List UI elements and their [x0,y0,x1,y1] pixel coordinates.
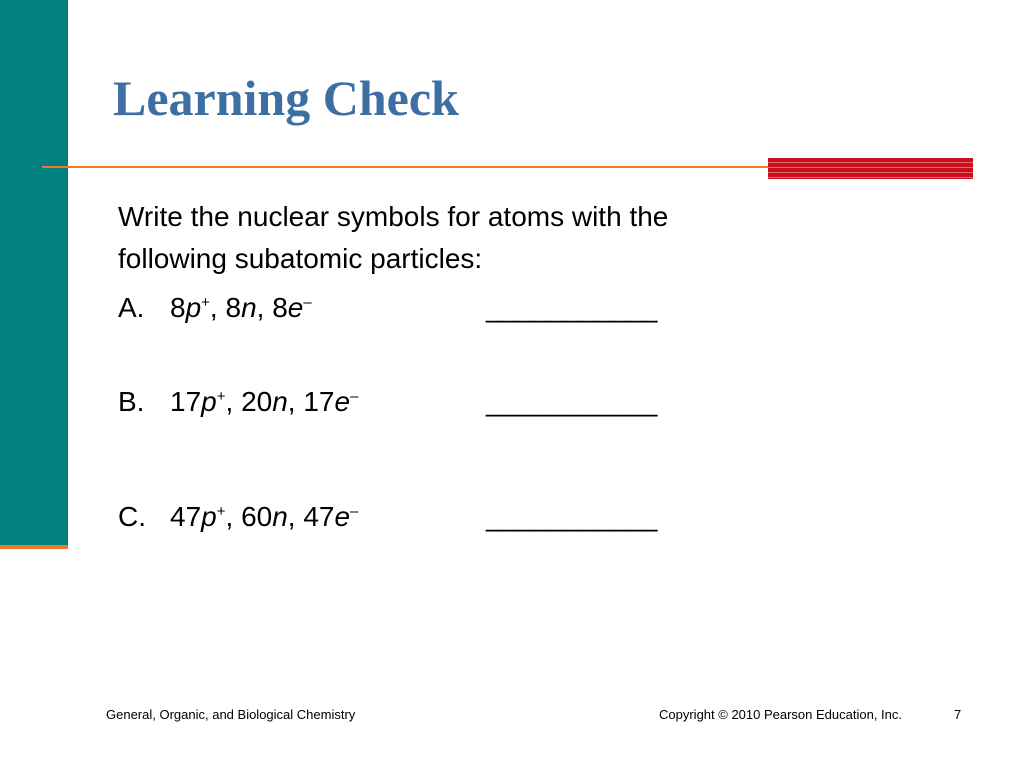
electron-charge: – [350,503,359,520]
slide-title: Learning Check [113,70,459,126]
intro-line-2: following subatomic particles: [118,243,483,274]
neutron-symbol: n [272,501,288,532]
title-divider-line [42,166,782,168]
title-divider-block [768,158,973,179]
question-label: C. [118,501,146,532]
neutron-count: 8 [225,292,242,323]
electron-symbol: e [334,386,351,417]
proton-symbol: p [185,292,202,323]
separator: , [225,386,242,417]
intro-line-1: Write the nuclear symbols for atoms with the [118,201,669,232]
question-a [118,290,658,326]
left-accent-bar [0,0,68,545]
electron-charge: – [350,388,359,405]
neutron-count: 20 [241,386,273,417]
separator: , [209,292,226,323]
proton-charge: + [201,294,210,311]
electron-symbol: e [287,292,304,323]
electron-charge: – [303,294,312,311]
proton-symbol: p [201,386,217,417]
electron-count: 17 [303,386,335,417]
neutron-count: 60 [241,501,273,532]
electron-count: 8 [272,292,288,323]
proton-charge: + [216,388,226,405]
proton-charge: + [216,503,226,520]
proton-count: 8 [170,292,186,323]
separator: , [256,292,273,323]
footer-copyright: Copyright © 2010 Pearson Education, Inc. [659,707,903,722]
footer-page-number: 7 [954,707,962,722]
answer-blank: ___________ [486,501,658,532]
answer-blank: ___________ [486,386,658,417]
electron-symbol: e [334,501,351,532]
question-c [118,499,658,535]
electron-count: 47 [303,501,335,532]
separator: , [287,386,304,417]
question-label: B. [118,386,145,417]
proton-count: 17 [170,386,202,417]
answer-blank: ___________ [486,292,658,323]
footer-course-title: General, Organic, and Biological Chemistry [106,707,356,722]
left-bar-underline [0,545,68,549]
intro-text [118,196,668,280]
neutron-symbol: n [272,386,288,417]
question-b [118,384,658,420]
neutron-symbol: n [241,292,257,323]
separator: , [287,501,304,532]
question-label: A. [118,292,145,323]
separator: , [225,501,242,532]
proton-count: 47 [170,501,202,532]
proton-symbol: p [201,501,217,532]
